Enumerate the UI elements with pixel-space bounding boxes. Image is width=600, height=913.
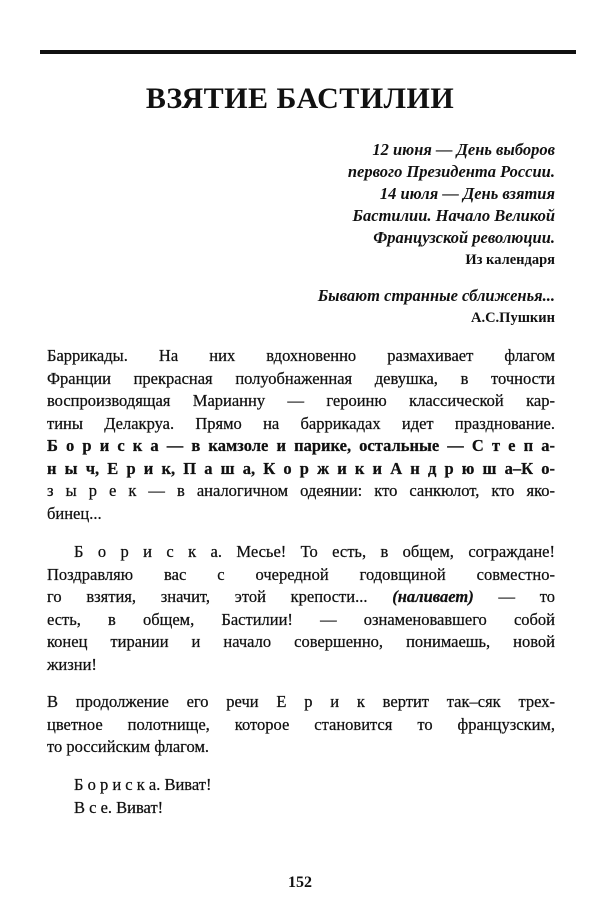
text-line: есть, в общем, Бастилии! — ознаменовавшего собой — [47, 609, 555, 629]
dialogue — [47, 774, 555, 819]
text-line: н ы ч, Е р и к, П а ш а, К о р ж и к и А н д р ю ш а–К о- — [47, 458, 555, 478]
top-rule — [40, 50, 576, 54]
epigraph-line: 12 июня — День выборов — [372, 140, 555, 159]
chapter-title: ВЗЯТИЕ БАСТИЛИИ — [145, 82, 455, 115]
epigraph-line: 14 июля — День взятия — [379, 184, 555, 203]
epigraph-line: Французской революции. — [373, 228, 555, 247]
page-number: 152 — [288, 874, 312, 891]
paragraph-stage-direction — [47, 345, 555, 525]
paragraph-speech — [47, 541, 555, 676]
text-line: з ы р е к — в аналогичном одеянии: кто санкюлот, кто яко- — [47, 481, 555, 500]
stage-remark: (наливает) — [392, 587, 474, 606]
text-line: Б о р и с к а — в камзоле и парике, остальные — С т е п а- — [47, 436, 555, 455]
text-line: конец тирании и начало совершенно, понимаешь, новой — [47, 632, 555, 651]
text-line: то российским флагом. — [47, 737, 210, 756]
text-segment: го взятия, значит, этой крепости... — [47, 587, 368, 606]
text-line: жизни! — [47, 654, 97, 674]
text-line — [47, 586, 555, 609]
dialogue-line: В с е. Виват! — [74, 797, 164, 817]
epigraph-source: А.С.Пушкин — [470, 310, 555, 326]
text-line: бинец... — [47, 503, 102, 523]
text-line: Поздравляю вас с очередной годовщиной совместно- — [47, 564, 555, 584]
epigraph-line: первого Президента России. — [347, 162, 555, 181]
paragraph-flag — [47, 691, 555, 759]
dialogue-line: Б о р и с к а. Виват! — [74, 775, 212, 794]
text-line: тины Делакруа. Прямо на баррикадах идет празднование. — [47, 413, 555, 433]
epigraph-line: Бастилии. Начало Великой — [352, 206, 555, 225]
text-line: Баррикады. На них вдохновенно размахивает флагом — [47, 346, 555, 365]
text-segment: — то — [498, 587, 556, 606]
text-line: воспроизводящая Марианну — героиню классической кар- — [47, 391, 555, 410]
epigraph-line: Бывают странные сближенья... — [317, 286, 555, 305]
epigraph-source: Из календаря — [465, 252, 555, 268]
epigraphs — [318, 139, 555, 329]
text-line: В продолжение его речи Е р и к вертит так–сяк трех- — [47, 692, 555, 711]
text-line: Франции прекрасная полуобнаженная девушка, в точности — [47, 368, 555, 388]
text-line: Б о р и с к а. Месье! То есть, в общем, сограждане! — [74, 542, 555, 561]
text-line: цветное полотнище, которое становится то французским, — [47, 714, 555, 734]
